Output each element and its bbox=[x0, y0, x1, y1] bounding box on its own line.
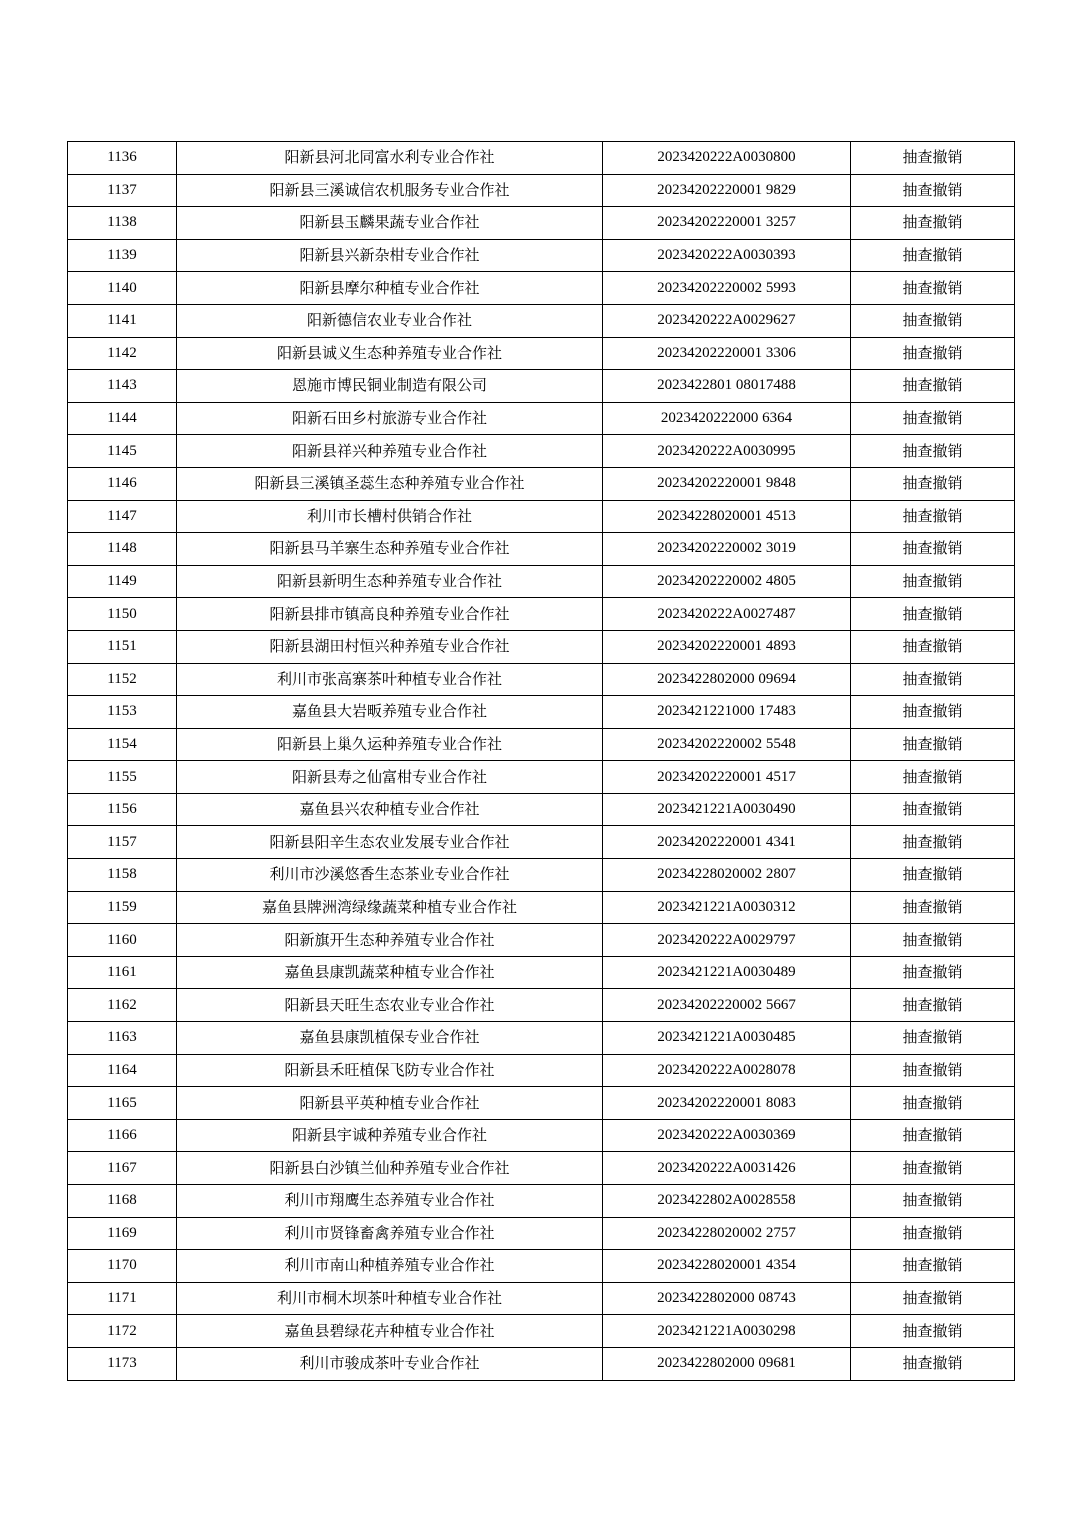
table-row bbox=[68, 174, 1015, 207]
table-row bbox=[68, 1217, 1015, 1250]
registration-code: 20234202220002 3019 bbox=[603, 533, 851, 566]
table-row bbox=[68, 337, 1015, 370]
table-row bbox=[68, 1250, 1015, 1283]
entity-name: 阳新县宇诚种养殖专业合作社 bbox=[177, 1119, 603, 1152]
table-row bbox=[68, 989, 1015, 1022]
row-number: 1147 bbox=[68, 500, 177, 533]
row-number: 1153 bbox=[68, 696, 177, 729]
entity-name: 阳新德信农业专业合作社 bbox=[177, 304, 603, 337]
status-text: 抽查撤销 bbox=[851, 761, 1015, 794]
entity-name: 利川市贤锋畜禽养殖专业合作社 bbox=[177, 1217, 603, 1250]
table-row bbox=[68, 1054, 1015, 1087]
registration-code: 20234228020002 2807 bbox=[603, 859, 851, 892]
table-row bbox=[68, 598, 1015, 631]
table-row bbox=[68, 304, 1015, 337]
row-number: 1156 bbox=[68, 793, 177, 826]
entity-name: 阳新县河北同富水利专业合作社 bbox=[177, 142, 603, 175]
registration-code: 2023421221A0030485 bbox=[603, 1022, 851, 1055]
status-text: 抽查撤销 bbox=[851, 1250, 1015, 1283]
table-row bbox=[68, 859, 1015, 892]
row-number: 1169 bbox=[68, 1217, 177, 1250]
status-text: 抽查撤销 bbox=[851, 663, 1015, 696]
row-number: 1166 bbox=[68, 1119, 177, 1152]
registration-code: 2023420222A0031426 bbox=[603, 1152, 851, 1185]
row-number: 1173 bbox=[68, 1347, 177, 1380]
entity-name: 阳新县寿之仙富柑专业合作社 bbox=[177, 761, 603, 794]
entity-name: 阳新县祥兴种养殖专业合作社 bbox=[177, 435, 603, 468]
row-number: 1150 bbox=[68, 598, 177, 631]
status-text: 抽查撤销 bbox=[851, 1152, 1015, 1185]
table-row bbox=[68, 1152, 1015, 1185]
registration-code: 20234228020001 4513 bbox=[603, 500, 851, 533]
registration-code: 2023420222000 6364 bbox=[603, 402, 851, 435]
status-text: 抽查撤销 bbox=[851, 174, 1015, 207]
table-row bbox=[68, 924, 1015, 957]
row-number: 1165 bbox=[68, 1087, 177, 1120]
status-text: 抽查撤销 bbox=[851, 533, 1015, 566]
table-row bbox=[68, 272, 1015, 305]
entity-name: 阳新县玉麟果蔬专业合作社 bbox=[177, 207, 603, 240]
status-text: 抽查撤销 bbox=[851, 239, 1015, 272]
row-number: 1148 bbox=[68, 533, 177, 566]
table-row bbox=[68, 142, 1015, 175]
status-text: 抽查撤销 bbox=[851, 1315, 1015, 1348]
entity-name: 利川市南山种植养殖专业合作社 bbox=[177, 1250, 603, 1283]
status-text: 抽查撤销 bbox=[851, 370, 1015, 403]
row-number: 1155 bbox=[68, 761, 177, 794]
row-number: 1151 bbox=[68, 630, 177, 663]
registration-code: 20234202220002 5993 bbox=[603, 272, 851, 305]
registration-code: 20234202220001 4517 bbox=[603, 761, 851, 794]
status-text: 抽查撤销 bbox=[851, 1347, 1015, 1380]
status-text: 抽查撤销 bbox=[851, 891, 1015, 924]
table-row bbox=[68, 435, 1015, 468]
status-text: 抽查撤销 bbox=[851, 565, 1015, 598]
records-table-body bbox=[68, 142, 1015, 1381]
registration-code: 2023420222A0028078 bbox=[603, 1054, 851, 1087]
status-text: 抽查撤销 bbox=[851, 142, 1015, 175]
registration-code: 20234202220001 9829 bbox=[603, 174, 851, 207]
table-row bbox=[68, 761, 1015, 794]
entity-name: 嘉鱼县牌洲湾绿缘蔬菜种植专业合作社 bbox=[177, 891, 603, 924]
row-number: 1161 bbox=[68, 956, 177, 989]
row-number: 1152 bbox=[68, 663, 177, 696]
table-row bbox=[68, 1347, 1015, 1380]
status-text: 抽查撤销 bbox=[851, 1185, 1015, 1218]
entity-name: 阳新县阳辛生态农业发展专业合作社 bbox=[177, 826, 603, 859]
row-number: 1157 bbox=[68, 826, 177, 859]
registration-code: 2023422801 08017488 bbox=[603, 370, 851, 403]
row-number: 1144 bbox=[68, 402, 177, 435]
row-number: 1141 bbox=[68, 304, 177, 337]
registration-code: 2023422802A0028558 bbox=[603, 1185, 851, 1218]
status-text: 抽查撤销 bbox=[851, 304, 1015, 337]
row-number: 1162 bbox=[68, 989, 177, 1022]
registration-code: 20234202220001 4893 bbox=[603, 630, 851, 663]
row-number: 1143 bbox=[68, 370, 177, 403]
row-number: 1142 bbox=[68, 337, 177, 370]
status-text: 抽查撤销 bbox=[851, 859, 1015, 892]
registration-code: 20234202220001 3257 bbox=[603, 207, 851, 240]
row-number: 1149 bbox=[68, 565, 177, 598]
status-text: 抽查撤销 bbox=[851, 467, 1015, 500]
row-number: 1160 bbox=[68, 924, 177, 957]
registration-code: 2023421221A0030312 bbox=[603, 891, 851, 924]
row-number: 1145 bbox=[68, 435, 177, 468]
registration-code: 2023420222A0030995 bbox=[603, 435, 851, 468]
table-row bbox=[68, 1185, 1015, 1218]
row-number: 1164 bbox=[68, 1054, 177, 1087]
table-row bbox=[68, 793, 1015, 826]
table-row bbox=[68, 1315, 1015, 1348]
entity-name: 利川市骏成茶叶专业合作社 bbox=[177, 1347, 603, 1380]
status-text: 抽查撤销 bbox=[851, 435, 1015, 468]
status-text: 抽查撤销 bbox=[851, 500, 1015, 533]
status-text: 抽查撤销 bbox=[851, 1217, 1015, 1250]
entity-name: 嘉鱼县碧绿花卉种植专业合作社 bbox=[177, 1315, 603, 1348]
table-row bbox=[68, 630, 1015, 663]
table-row bbox=[68, 533, 1015, 566]
row-number: 1140 bbox=[68, 272, 177, 305]
row-number: 1139 bbox=[68, 239, 177, 272]
registration-code: 20234202220001 4341 bbox=[603, 826, 851, 859]
status-text: 抽查撤销 bbox=[851, 1119, 1015, 1152]
entity-name: 阳新县三溪诚信农机服务专业合作社 bbox=[177, 174, 603, 207]
row-number: 1138 bbox=[68, 207, 177, 240]
table-row bbox=[68, 1119, 1015, 1152]
row-number: 1163 bbox=[68, 1022, 177, 1055]
row-number: 1167 bbox=[68, 1152, 177, 1185]
registration-code: 20234202220002 5548 bbox=[603, 728, 851, 761]
status-text: 抽查撤销 bbox=[851, 207, 1015, 240]
row-number: 1146 bbox=[68, 467, 177, 500]
table-row bbox=[68, 467, 1015, 500]
table-row bbox=[68, 956, 1015, 989]
registration-code: 20234202220002 5667 bbox=[603, 989, 851, 1022]
row-number: 1168 bbox=[68, 1185, 177, 1218]
entity-name: 阳新县天旺生态农业专业合作社 bbox=[177, 989, 603, 1022]
entity-name: 恩施市博民铜业制造有限公司 bbox=[177, 370, 603, 403]
entity-name: 利川市张高寨茶叶种植专业合作社 bbox=[177, 663, 603, 696]
row-number: 1159 bbox=[68, 891, 177, 924]
row-number: 1154 bbox=[68, 728, 177, 761]
table-row bbox=[68, 500, 1015, 533]
status-text: 抽查撤销 bbox=[851, 696, 1015, 729]
status-text: 抽查撤销 bbox=[851, 924, 1015, 957]
registration-code: 2023422802000 09694 bbox=[603, 663, 851, 696]
status-text: 抽查撤销 bbox=[851, 272, 1015, 305]
table-row bbox=[68, 565, 1015, 598]
registration-code: 20234202220001 8083 bbox=[603, 1087, 851, 1120]
registration-code: 2023421221A0030489 bbox=[603, 956, 851, 989]
row-number: 1170 bbox=[68, 1250, 177, 1283]
registration-code: 20234202220002 4805 bbox=[603, 565, 851, 598]
table-row bbox=[68, 696, 1015, 729]
table-row bbox=[68, 663, 1015, 696]
table-row bbox=[68, 891, 1015, 924]
status-text: 抽查撤销 bbox=[851, 956, 1015, 989]
entity-name: 阳新县诚义生态种养殖专业合作社 bbox=[177, 337, 603, 370]
entity-name: 阳新县兴新杂柑专业合作社 bbox=[177, 239, 603, 272]
entity-name: 嘉鱼县大岩畈养殖专业合作社 bbox=[177, 696, 603, 729]
entity-name: 阳新县平英种植专业合作社 bbox=[177, 1087, 603, 1120]
table-row bbox=[68, 402, 1015, 435]
registration-code: 2023421221A0030490 bbox=[603, 793, 851, 826]
status-text: 抽查撤销 bbox=[851, 630, 1015, 663]
row-number: 1172 bbox=[68, 1315, 177, 1348]
status-text: 抽查撤销 bbox=[851, 826, 1015, 859]
entity-name: 阳新县上巢久运种养殖专业合作社 bbox=[177, 728, 603, 761]
entity-name: 利川市桐木坝茶叶种植专业合作社 bbox=[177, 1282, 603, 1315]
entity-name: 阳新县湖田村恒兴种养殖专业合作社 bbox=[177, 630, 603, 663]
registration-code: 20234202220001 9848 bbox=[603, 467, 851, 500]
entity-name: 阳新旗开生态种养殖专业合作社 bbox=[177, 924, 603, 957]
status-text: 抽查撤销 bbox=[851, 1022, 1015, 1055]
status-text: 抽查撤销 bbox=[851, 728, 1015, 761]
table-row bbox=[68, 370, 1015, 403]
row-number: 1171 bbox=[68, 1282, 177, 1315]
entity-name: 阳新县新明生态种养殖专业合作社 bbox=[177, 565, 603, 598]
entity-name: 阳新石田乡村旅游专业合作社 bbox=[177, 402, 603, 435]
registration-code: 2023421221A0030298 bbox=[603, 1315, 851, 1348]
entity-name: 利川市沙溪悠香生态茶业专业合作社 bbox=[177, 859, 603, 892]
registration-code: 2023420222A0030369 bbox=[603, 1119, 851, 1152]
status-text: 抽查撤销 bbox=[851, 793, 1015, 826]
table-row bbox=[68, 239, 1015, 272]
table-row bbox=[68, 728, 1015, 761]
status-text: 抽查撤销 bbox=[851, 337, 1015, 370]
table-row bbox=[68, 826, 1015, 859]
registration-code: 20234202220001 3306 bbox=[603, 337, 851, 370]
registration-code: 20234228020002 2757 bbox=[603, 1217, 851, 1250]
registration-code: 2023420222A0029627 bbox=[603, 304, 851, 337]
registration-code: 2023420222A0030800 bbox=[603, 142, 851, 175]
entity-name: 利川市长槽村供销合作社 bbox=[177, 500, 603, 533]
registration-code: 2023422802000 09681 bbox=[603, 1347, 851, 1380]
registration-code: 20234228020001 4354 bbox=[603, 1250, 851, 1283]
entity-name: 阳新县马羊寨生态种养殖专业合作社 bbox=[177, 533, 603, 566]
status-text: 抽查撤销 bbox=[851, 598, 1015, 631]
row-number: 1137 bbox=[68, 174, 177, 207]
registration-code: 2023420222A0027487 bbox=[603, 598, 851, 631]
entity-name: 阳新县白沙镇兰仙种养殖专业合作社 bbox=[177, 1152, 603, 1185]
table-row bbox=[68, 1087, 1015, 1120]
entity-name: 阳新县三溪镇圣蕊生态种养殖专业合作社 bbox=[177, 467, 603, 500]
row-number: 1158 bbox=[68, 859, 177, 892]
entity-name: 嘉鱼县兴农种植专业合作社 bbox=[177, 793, 603, 826]
entity-name: 阳新县排市镇高良种养殖专业合作社 bbox=[177, 598, 603, 631]
status-text: 抽查撤销 bbox=[851, 1054, 1015, 1087]
entity-name: 嘉鱼县康凯植保专业合作社 bbox=[177, 1022, 603, 1055]
entity-name: 阳新县摩尔种植专业合作社 bbox=[177, 272, 603, 305]
registration-code: 2023421221000 17483 bbox=[603, 696, 851, 729]
row-number: 1136 bbox=[68, 142, 177, 175]
table-row bbox=[68, 207, 1015, 240]
status-text: 抽查撤销 bbox=[851, 989, 1015, 1022]
table-row bbox=[68, 1282, 1015, 1315]
status-text: 抽查撤销 bbox=[851, 1282, 1015, 1315]
registration-code: 2023420222A0029797 bbox=[603, 924, 851, 957]
registration-code: 2023422802000 08743 bbox=[603, 1282, 851, 1315]
status-text: 抽查撤销 bbox=[851, 402, 1015, 435]
entity-name: 阳新县禾旺植保飞防专业合作社 bbox=[177, 1054, 603, 1087]
entity-name: 利川市翔鹰生态养殖专业合作社 bbox=[177, 1185, 603, 1218]
status-text: 抽查撤销 bbox=[851, 1087, 1015, 1120]
entity-name: 嘉鱼县康凯蔬菜种植专业合作社 bbox=[177, 956, 603, 989]
table-row bbox=[68, 1022, 1015, 1055]
registration-code: 2023420222A0030393 bbox=[603, 239, 851, 272]
records-table bbox=[67, 141, 1015, 1381]
